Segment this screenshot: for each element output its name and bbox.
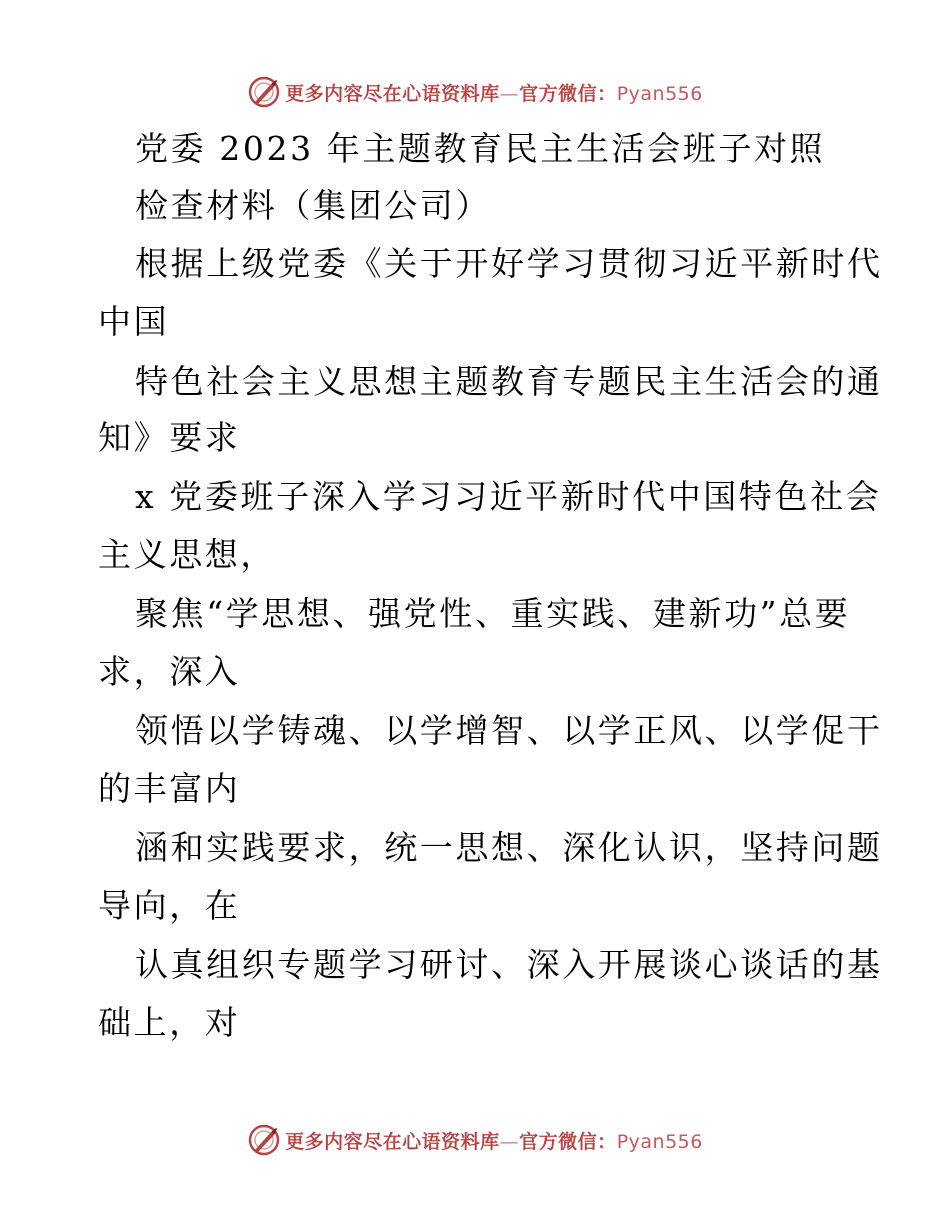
banner-site-text: 更多内容尽在心语资料库 <box>285 82 500 105</box>
banner-text <box>285 79 703 106</box>
document-title-line-2: 检查材料（集团公司） <box>135 186 491 225</box>
paragraph-line: 涵和实践要求，统一思想、深化认识，坚持问题 <box>135 828 883 867</box>
paragraph-line: 聚焦“学思想、强党性、重实践、建新功”总要 <box>135 594 851 633</box>
paragraph-line: 根据上级党委《关于开好学习贯彻习近平新时代 <box>135 244 883 283</box>
banner-wechat-label: 官方微信： <box>519 82 617 105</box>
banner-wechat-label: 官方微信： <box>519 1130 617 1153</box>
paragraph-line: 础上，对 <box>98 1003 241 1042</box>
paragraph-line: 的丰富内 <box>98 769 241 808</box>
paragraph-line: 导向，在 <box>98 886 241 925</box>
paragraph-line: 中国 <box>98 302 170 341</box>
header-banner <box>0 72 950 112</box>
banner-wechat-id: Pyan556 <box>616 82 703 105</box>
banner-text <box>285 1127 703 1154</box>
paragraph-line: 领悟以学铸魂、以学增智、以学正风、以学促干 <box>135 711 883 750</box>
quill-seal-icon <box>247 75 281 109</box>
footer-banner <box>0 1120 950 1160</box>
banner-site-text: 更多内容尽在心语资料库 <box>285 1130 500 1153</box>
banner-separator: — <box>499 1130 520 1153</box>
banner-wechat-id: Pyan556 <box>616 1130 703 1153</box>
paragraph-line: 认真组织专题学习研讨、深入开展谈心谈话的基 <box>135 945 883 984</box>
paragraph-line: x 党委班子深入学习习近平新时代中国特色社会 <box>135 477 882 516</box>
banner-separator: — <box>499 82 520 105</box>
paragraph-line: 知》要求 <box>98 418 241 457</box>
document-title-line-1: 党委 2023 年主题教育民主生活会班子对照 <box>135 129 826 168</box>
quill-seal-icon <box>247 1123 281 1157</box>
paragraph-line: 求，深入 <box>98 652 241 691</box>
paragraph-line: 主义思想， <box>98 535 276 574</box>
paragraph-line: 特色社会主义思想主题教育专题民主生活会的通 <box>135 362 883 401</box>
